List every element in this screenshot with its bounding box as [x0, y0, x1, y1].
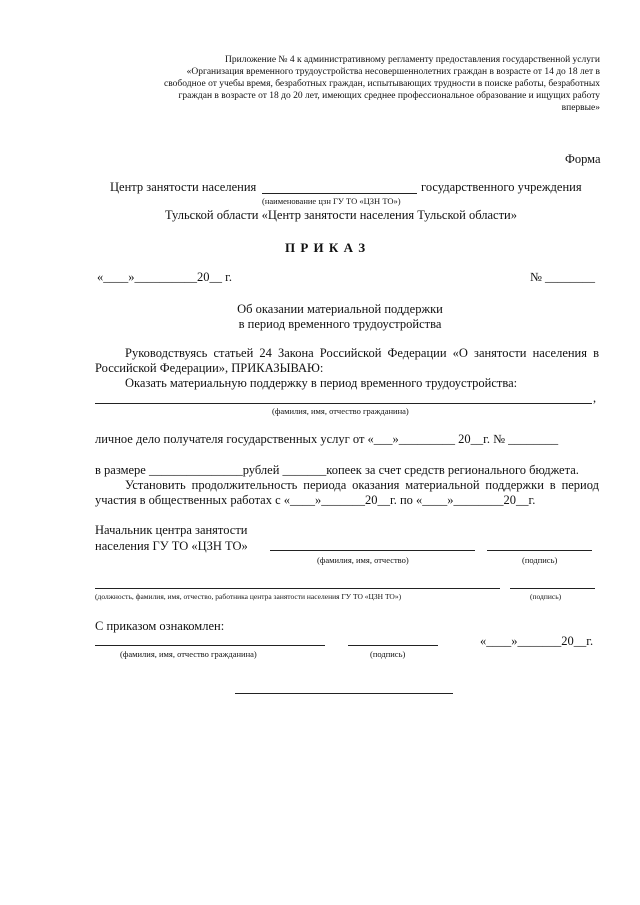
header-line: впервые»	[561, 103, 600, 113]
org-prefix: Центр занятости населения	[110, 180, 257, 194]
order-date: «____»__________20__ г.	[97, 270, 232, 284]
order-number: № ________	[530, 270, 596, 284]
head-title-line-1: Начальник центра занятости	[95, 523, 248, 537]
bottom-line	[235, 693, 453, 694]
org-line2: Тульской области «Центр занятости населения Тульской области»	[165, 208, 517, 222]
head-title-line-2: населения ГУ ТО «ЦЗН ТО»	[95, 539, 248, 553]
head-sign-caption: (подпись)	[522, 555, 558, 565]
case-line: личное дело получателя государственных услуг от «___»_________ 20__г. № ________	[95, 432, 559, 446]
worker-sign-caption: (подпись)	[530, 592, 562, 601]
order-line: Оказать материальную поддержку в период временного трудоустройства:	[125, 376, 518, 390]
comma: ,	[593, 391, 597, 405]
acquaint-fio-caption: (фамилия, имя, отчество гражданина)	[120, 649, 257, 659]
org-name-line	[262, 193, 417, 194]
header-line: «Организация временного трудоустройства несовершеннолетних граждан в возрасте от 14 до 18 лет в	[186, 67, 600, 77]
head-fio-caption: (фамилия, имя, отчество)	[317, 555, 409, 565]
citizen-fio-caption: (фамилия, имя, отчество гражданина)	[272, 406, 409, 416]
acquaint-sign-line	[348, 645, 438, 646]
head-sign-line	[487, 550, 592, 551]
org-caption: (наименование цзн ГУ ТО «ЦЗН ТО»)	[262, 196, 401, 206]
worker-caption: (должность, фамилия, имя, отчество, работника центра занятости населения ГУ ТО «ЦЗН ТО»)	[95, 592, 402, 601]
order-title: П Р И К А З	[285, 240, 367, 255]
header-block	[80, 54, 600, 114]
subject-line-1: Об оказании материальной поддержки	[237, 302, 443, 316]
header-line: граждан в возрасте от 18 до 20 лет, имеющих среднее профессиональное образование и ищущих работу	[178, 91, 600, 101]
header-line: Приложение № 4 к административному регламенту предоставления государственной услуги	[225, 55, 600, 65]
worker-sign-line	[510, 588, 595, 589]
establish-paragraph: Установить продолжительность периода оказания материальной поддержки в период участия в общественных работах с «____»_______20__г. по «____»________20__г.	[95, 478, 599, 507]
header-line: свободное от учебы время, безработных граждан, испытывающих трудности в поиске работы, безработных	[164, 79, 600, 89]
acquaint-label: С приказом ознакомлен:	[95, 619, 225, 633]
body-paragraph-1: Руководствуясь статьей 24 Закона Российской Федерации «О занятости населения в Российской Федерации», ПРИКАЗЫВАЮ:	[95, 346, 599, 375]
head-fio-line	[270, 550, 475, 551]
form-label: Форма	[565, 152, 601, 166]
subject-line-2: в период временного трудоустройства	[238, 317, 442, 331]
amount-line: в размере _______________рублей _______копеек за счет средств регионального бюджета.	[95, 463, 579, 477]
acquaint-fio-line	[95, 645, 325, 646]
citizen-fio-line	[95, 403, 592, 404]
acquaint-date: «____»_______20__г.	[480, 634, 594, 648]
worker-line	[95, 588, 500, 589]
org-suffix: государственного учреждения	[421, 180, 582, 194]
acquaint-sign-caption: (подпись)	[370, 649, 406, 659]
